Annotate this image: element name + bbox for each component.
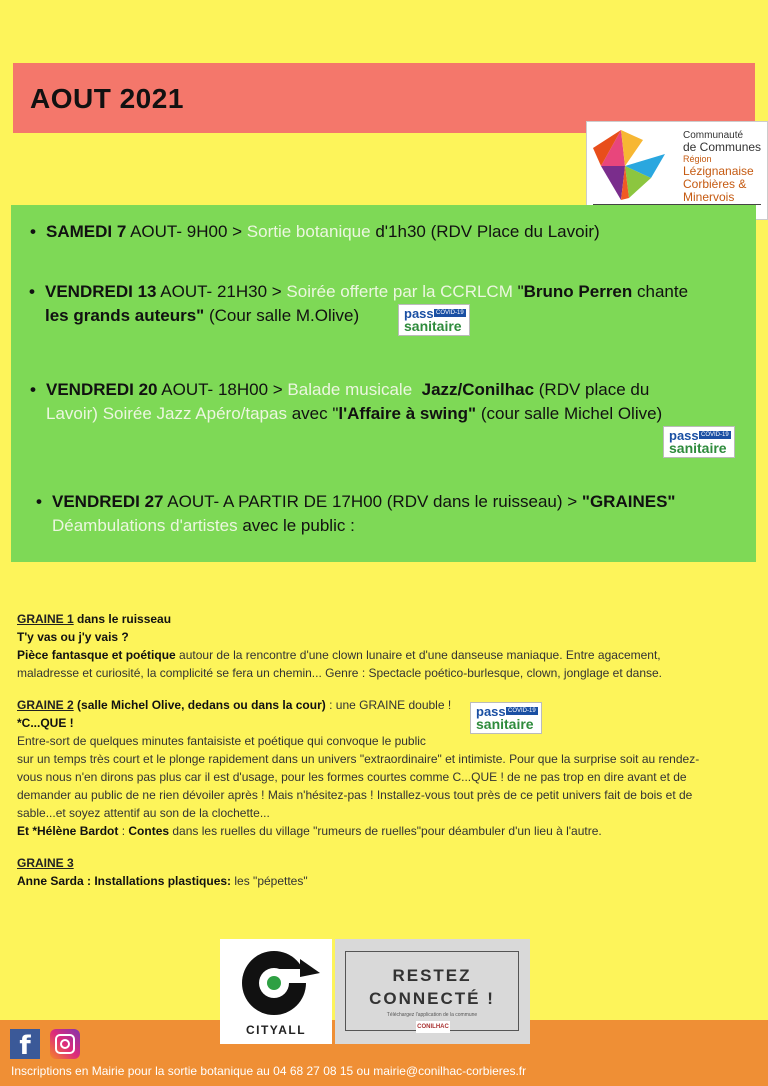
instagram-icon[interactable] [50, 1029, 80, 1059]
logo-text: Communauté de Communes Région Lézignanaise Corbières & Minervois [683, 130, 762, 204]
cityall-icon [220, 939, 332, 1023]
bullet-icon: • [29, 282, 35, 301]
facebook-icon[interactable]: f [10, 1029, 40, 1059]
bullet-icon: • [30, 222, 36, 241]
graines-details: GRAINE 1 dans le ruisseau T'y vas ou j'y vais ? Pièce fantasque et poétique autour de la rencontre d'une clown lunaire et d'une danseuse maniaque. Entre agacement, maladresse et curiosité, la complicité se fera un chemin... Genre : Spectacle poético-burlesque, clown, jonglage et danse. GRAINE 2 (salle Michel Olive, dedans ou dans la cour) : une GRAINE double ! *C...QUE ! Entre-sort de quelques minutes fantaisiste et poétique qui convoque le public sur un temps très court et le plonge rapidement dans un univers "extraordinaire" et intimiste. Pour que la surprise soit au rendez- vous nous n'en dirons pas plus car il est d'usage, pour les formes courtes comme C...QUE ! de ne pas trop en dire avant et de demander au public de ne rien dévoiler après ! Mais n'hésitez-pas ! Installez-vous tout près de ce petit univers fait de bois et de sable...et soyez attentif au son de la clochette... Et *Hélène Bardot : Contes dans les ruelles du village "rumeurs de ruelles"pour déambuler d'un lieu à l'autre. GRAINE 3 Anne Sarda : Installations plastiques: les "pépettes" [17, 612, 700, 888]
community-logo-icon [591, 126, 679, 202]
event-item: • SAMEDI 7 AOUT- 9H00 > Sortie botanique d'1h30 (RDV Place du Lavoir) [46, 220, 746, 244]
footer-info: Inscriptions en Mairie pour la sortie botanique au 04 68 27 08 15 ou mairie@conilhac-corbieres.fr [11, 1064, 527, 1078]
event-item: • VENDREDI 27 AOUT- A PARTIR DE 17H00 (RDV dans le ruisseau) > "GRAINES" Déambulations d'artistes avec le public : [36, 492, 676, 535]
bullet-icon: • [30, 380, 36, 399]
bullet-icon: • [36, 492, 42, 511]
event-item: • VENDREDI 20 AOUT- 18H00 > Balade musicale Jazz/Conilhac (RDV place du Lavoir) Soirée Jazz Apéro/tapas avec "l'Affaire à swing" (cour salle Michel Olive) [30, 380, 663, 423]
cityall-logo[interactable]: CITYALL [220, 939, 332, 1044]
pass-sanitaire-badge: pass COVID-19 sanitaire [398, 304, 470, 336]
page-title: AOUT 2021 [30, 83, 184, 114]
restez-frame: RESTEZ CONNECTÉ ! Téléchargez l'application de la commune CONILHAC [345, 951, 519, 1031]
pass-sanitaire-badge: pass COVID-19 sanitaire [663, 426, 735, 458]
conilhac-logo: CONILHAC [416, 1021, 450, 1033]
pass-sanitaire-badge: pass COVID-19 sanitaire [470, 702, 542, 734]
event-item: • VENDREDI 13 AOUT- 21H30 > Soirée offerte par la CCRLCM "Bruno Perren chante les grands auteurs" (Cour salle M.Olive) [29, 282, 689, 325]
restez-connecte-panel[interactable] [335, 939, 530, 1044]
